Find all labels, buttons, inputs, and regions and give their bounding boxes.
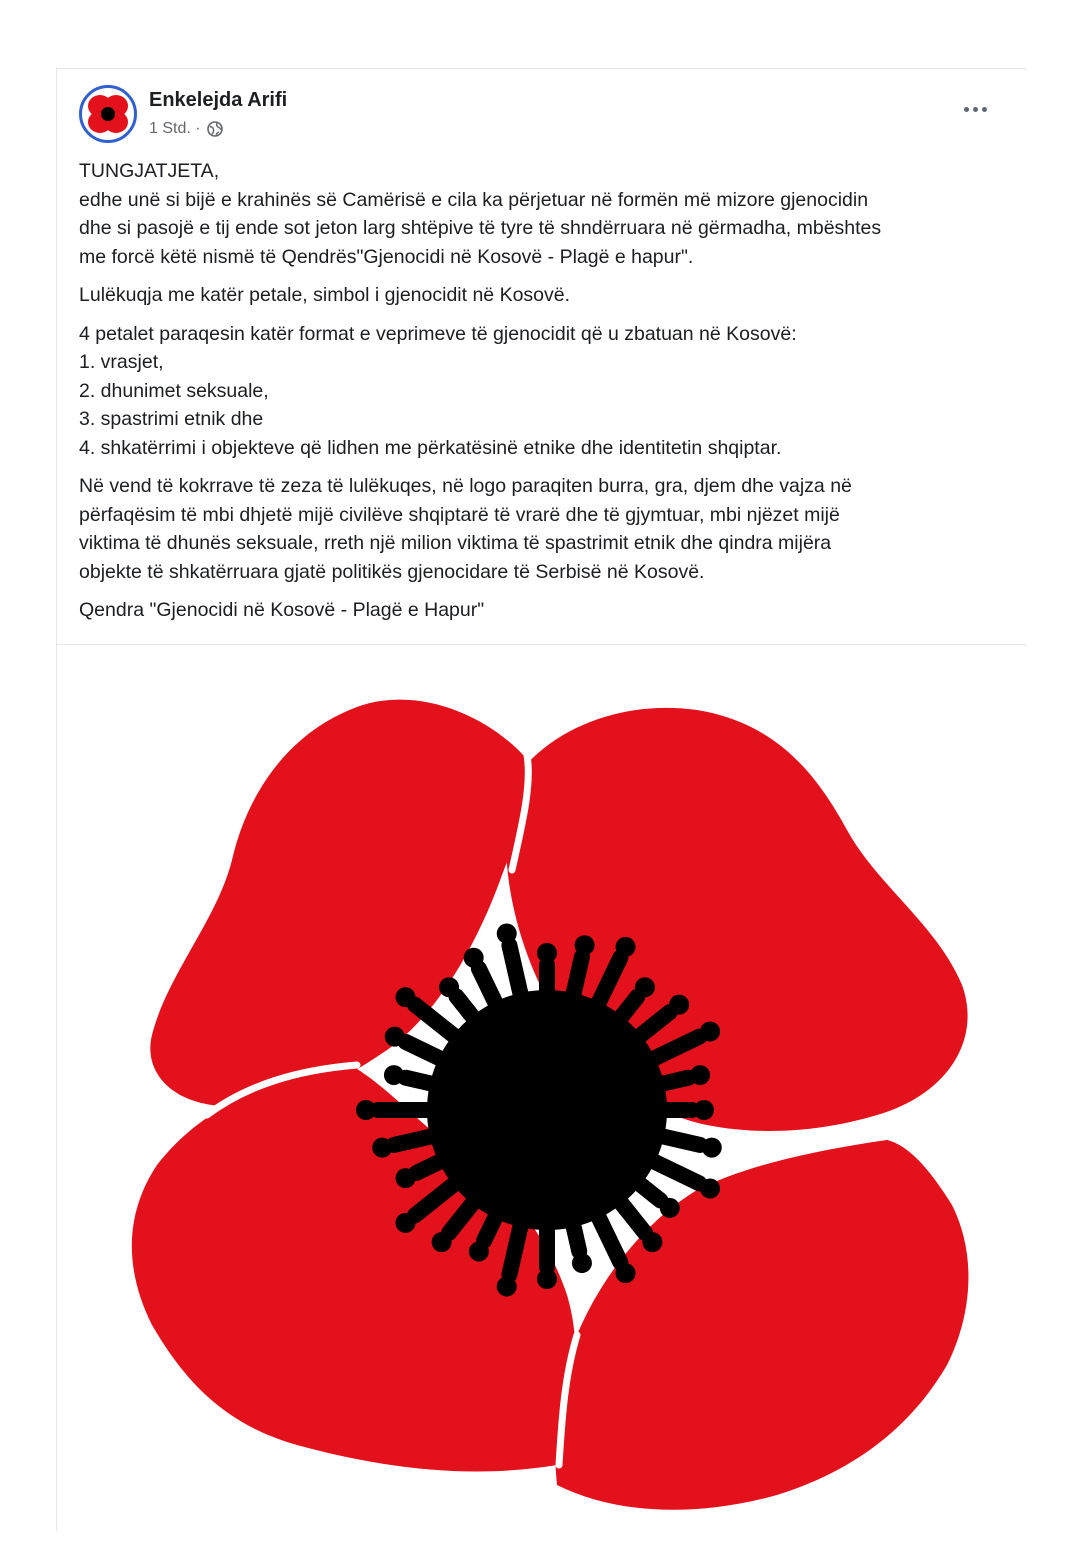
intro-line: me forcë këtë nismë të Qendrës"Gjenocidi në Kosovë - Plagë e hapur". bbox=[79, 245, 694, 268]
center-figure-head bbox=[497, 1276, 517, 1296]
more-options-icon[interactable] bbox=[957, 97, 993, 121]
center-figure-body bbox=[509, 1225, 520, 1275]
center-figure-head bbox=[396, 1168, 416, 1188]
logo-line: Në vend të kokrrave të zeza të lulëkuqes, në logo paraqiten burra, gra, djem dhe vajza në bbox=[79, 475, 852, 497]
center-figure-head bbox=[700, 1021, 720, 1041]
post-paragraph-petals bbox=[79, 320, 1009, 463]
center-figure-head bbox=[616, 1263, 636, 1283]
petal-item: 4. shkatërrimi i objekteve që lidhen me përkatësinë etnike dhe identitetin shqiptar. bbox=[79, 436, 782, 459]
post-paragraph-symbol bbox=[79, 281, 1009, 310]
logo-line: përfaqësim të mbi dhjetë mijë civilëve shqiptarë të vrarë dhe të gjymtuar, mbi njëzet mijë bbox=[79, 503, 840, 526]
post-text bbox=[79, 157, 1009, 635]
center-figure-head bbox=[572, 1253, 592, 1273]
post-time[interactable]: 1 Std. · bbox=[149, 120, 201, 137]
poppy-avatar-icon bbox=[85, 91, 131, 137]
logo-line: objekte të shkatërruara gjatë politikës gjenocidare të Serbisë në Kosovë. bbox=[79, 560, 705, 583]
post-card bbox=[56, 68, 1027, 1531]
center-figure-head bbox=[384, 1065, 404, 1085]
center-figure-head bbox=[669, 995, 689, 1015]
petals-intro: 4 petalet paraqesin katër format e veprimeve të gjenocidit që u zbatuan në Kosovë: bbox=[79, 322, 797, 345]
center-figure-body bbox=[662, 1136, 700, 1145]
center-figure-body bbox=[406, 1042, 441, 1059]
post-meta bbox=[149, 120, 223, 138]
center-figure-head bbox=[635, 977, 655, 997]
intro-line: edhe unë si bijë e krahinës së Camërisë e cila ka përjetuar në formën më mizore gjenocidin bbox=[79, 188, 869, 211]
center-figure-head bbox=[439, 977, 459, 997]
avatar[interactable] bbox=[79, 85, 137, 143]
center-figure-body bbox=[484, 1216, 496, 1240]
petal-item: 1. vrasjet, bbox=[79, 351, 164, 373]
center-figure-head bbox=[469, 1241, 489, 1261]
petal-item: 3. spastrimi etnik dhe bbox=[79, 408, 264, 430]
center-figure-body bbox=[479, 969, 496, 1004]
logo-line: viktima të dhunës seksuale, rreth një milion viktima të spastrimit etnik dhe qindra mijëra bbox=[79, 532, 832, 554]
center-figure-body bbox=[662, 1078, 688, 1084]
center-figure-body bbox=[406, 1078, 432, 1084]
center-figure-head bbox=[432, 1232, 452, 1252]
center-figure-head bbox=[356, 1100, 376, 1120]
symbol-line: Lulëkuqja me katër petale, simbol i gjenocidit në Kosovë. bbox=[79, 284, 571, 306]
center-figure-body bbox=[653, 1161, 699, 1183]
center-figure-body bbox=[394, 1136, 432, 1145]
center-figure-head bbox=[694, 1100, 714, 1120]
greeting: TUNGJATJETA, bbox=[79, 160, 220, 182]
center-figure-body bbox=[509, 945, 520, 995]
center-figure-head bbox=[372, 1138, 392, 1158]
post-paragraph-logo bbox=[79, 472, 1009, 586]
center-figure-head bbox=[395, 987, 415, 1007]
center-figure-body bbox=[573, 957, 582, 995]
center-figure-body bbox=[598, 1216, 620, 1262]
center-figure-head bbox=[702, 1138, 722, 1158]
author-name[interactable]: Enkelejda Arifi bbox=[149, 89, 288, 111]
intro-line: dhe si pasojë e tij ende sot jeton larg shtëpive të tyre të shndërruara në gërmadha, mbështes bbox=[79, 217, 882, 239]
post-header bbox=[79, 85, 1007, 149]
center-figure-head bbox=[395, 1213, 415, 1233]
center-figure-head bbox=[497, 924, 517, 944]
globe-icon[interactable] bbox=[207, 121, 223, 137]
center-figure-head bbox=[690, 1065, 710, 1085]
poppy-center-core bbox=[427, 990, 667, 1230]
center-figure-body bbox=[416, 1161, 440, 1173]
center-figure-head bbox=[616, 937, 636, 957]
post-paragraph-intro bbox=[79, 157, 1009, 271]
signature: Qendra "Gjenocidi në Kosovë - Plagë e Hapur" bbox=[79, 599, 485, 621]
center-figure-head bbox=[660, 1198, 680, 1218]
poppy-logo-image bbox=[57, 645, 1027, 1531]
center-figure-head bbox=[537, 943, 557, 963]
center-figure-head bbox=[700, 1179, 720, 1199]
center-figure-head bbox=[537, 1269, 557, 1289]
center-figure-body bbox=[639, 1184, 660, 1201]
center-figure-head bbox=[575, 935, 595, 955]
post-paragraph-signature bbox=[79, 596, 1009, 625]
petal-item: 2. dhunimet seksuale, bbox=[79, 379, 269, 402]
center-figure-body bbox=[621, 1202, 645, 1232]
center-figure-head bbox=[464, 948, 484, 968]
center-figure-body bbox=[573, 1225, 579, 1251]
center-figure-body bbox=[457, 997, 474, 1018]
center-figure-head bbox=[385, 1027, 405, 1047]
center-figure-body bbox=[415, 1005, 455, 1037]
center-figure-head bbox=[642, 1232, 662, 1252]
post-image[interactable] bbox=[57, 645, 1027, 1531]
